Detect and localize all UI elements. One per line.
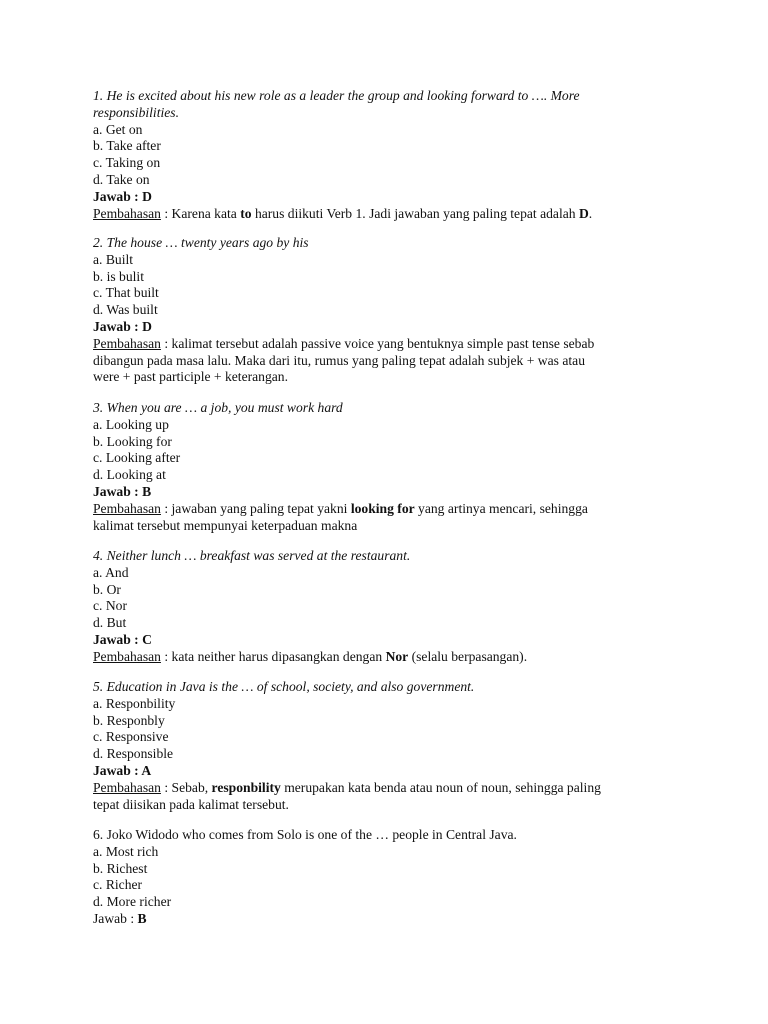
explanation-line — [93, 780, 683, 797]
option-c: c. Looking after — [93, 450, 181, 466]
option-b: b. Or — [93, 581, 121, 597]
explanation-text: harus diikuti Verb 1. Jadi jawaban yang paling tepat adalah — [251, 205, 579, 221]
explanation-text: . — [588, 205, 593, 221]
explanation-text: : kata neither harus dipasangkan dengan — [160, 648, 386, 664]
option-b: b. Looking for — [93, 433, 172, 449]
question-text: 3. When you are … a job, you must work hard — [93, 400, 343, 415]
explanation-line — [93, 501, 683, 518]
explanation-text: : kalimat tersebut adalah passive voice yang bentuknya simple past tense sebab — [160, 335, 595, 351]
option-c: c. Nor — [93, 598, 127, 614]
option-d: d. But — [93, 615, 127, 631]
explanation-text: : jawaban yang paling tepat yakni — [160, 500, 351, 516]
question-block-6 — [93, 827, 683, 928]
question-block-5 — [93, 679, 683, 813]
answer: Jawab : D — [93, 188, 152, 204]
option-c: c. Richer — [93, 877, 143, 893]
option-a: a. Responbility — [93, 695, 176, 711]
option-d: d. Was built — [93, 302, 158, 318]
question-block-2 — [93, 235, 683, 386]
option-b: b. Richest — [93, 860, 148, 876]
explanation-text: merupakan kata benda atau noun of noun, sehingga paling — [280, 779, 601, 795]
option-c: c. That built — [93, 285, 159, 301]
question-text: 6. Joko Widodo who comes from Solo is one of the … people in Central Java. — [93, 827, 517, 842]
question-text: 2. The house … twenty years ago by his — [93, 235, 309, 250]
explanation-text: : Karena kata — [160, 205, 241, 221]
explanation-line: dibangun pada masa lalu. Maka dari itu, rumus yang paling tepat adalah subjek + was atau — [93, 352, 585, 368]
explanation-emphasis: responbility — [211, 779, 281, 795]
question-text: 4. Neither lunch … breakfast was served at the restaurant. — [93, 548, 411, 563]
explanation-line: kalimat tersebut mempunyai keterpaduan makna — [93, 517, 358, 533]
explanation-label: Pembahasan — [93, 205, 161, 221]
explanation-text: (selalu berpasangan). — [408, 648, 528, 664]
explanation-label: Pembahasan — [93, 500, 161, 516]
option-d: d. Responsible — [93, 746, 174, 762]
answer: Jawab : A — [93, 762, 152, 778]
question-text-continued: responsibilities. — [93, 104, 179, 120]
answer: Jawab : D — [93, 318, 152, 334]
option-c: c. Responsive — [93, 729, 169, 745]
explanation-label: Pembahasan — [93, 648, 161, 664]
option-d: d. Take on — [93, 171, 150, 187]
option-b: b. Responbly — [93, 712, 165, 728]
explanation-text: : Sebab, — [160, 779, 212, 795]
explanation-line: tepat diisikan pada kalimat tersebut. — [93, 796, 289, 812]
answer: Jawab : C — [93, 631, 152, 647]
explanation-line — [93, 649, 683, 666]
answer-label: Jawab : — [93, 910, 138, 926]
question-text: 1. He is excited about his new role as a leader the group and looking forward to …. More — [93, 88, 580, 103]
question-block-3 — [93, 400, 683, 534]
question-block-1 — [93, 88, 683, 222]
explanation-line: were + past participle + keterangan. — [93, 369, 288, 385]
explanation-label: Pembahasan — [93, 779, 161, 795]
question-block-4 — [93, 548, 683, 666]
explanation-emphasis: Nor — [385, 648, 409, 664]
option-a: a. And — [93, 564, 129, 580]
option-a: a. Get on — [93, 121, 143, 137]
explanation-line — [93, 336, 683, 353]
answer-letter: B — [137, 910, 147, 926]
question-text: 5. Education in Java is the … of school, society, and also government. — [93, 679, 475, 694]
option-c: c. Taking on — [93, 155, 161, 171]
explanation-emphasis: D — [578, 205, 589, 221]
option-a: a. Most rich — [93, 843, 159, 859]
option-d: d. Looking at — [93, 467, 166, 483]
answer — [93, 911, 683, 928]
option-b: b. Take after — [93, 138, 161, 154]
option-a: a. Built — [93, 251, 134, 267]
explanation-line — [93, 206, 683, 223]
explanation-label: Pembahasan — [93, 335, 161, 351]
explanation-emphasis: to — [240, 205, 252, 221]
option-d: d. More richer — [93, 894, 172, 910]
explanation-emphasis: looking for — [350, 500, 415, 516]
answer: Jawab : B — [93, 483, 152, 499]
explanation-text: yang artinya mencari, sehingga — [414, 500, 588, 516]
option-b: b. is bulit — [93, 268, 144, 284]
option-a: a. Looking up — [93, 416, 169, 432]
